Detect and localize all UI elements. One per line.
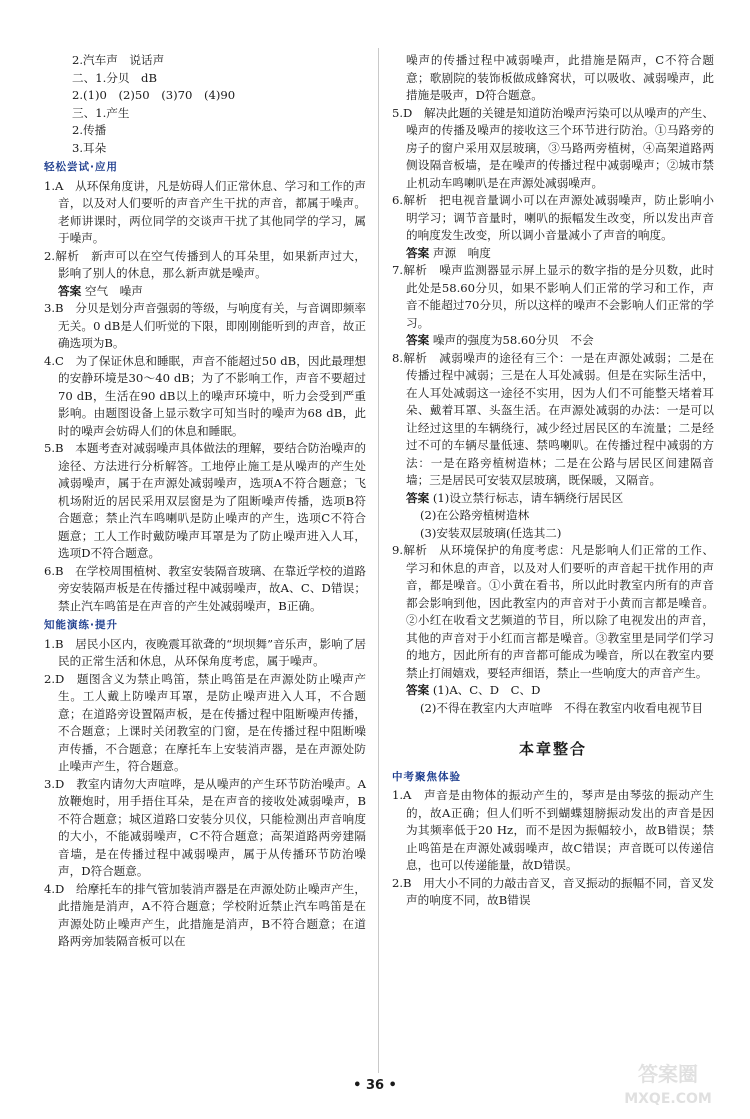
question-explanation: 4.D 给摩托车的排气管加装消声器是在声源处防止噪声产生，此措施是消声，A不符合题意；学校附近禁止汽车鸣笛是在声源处防止噪声产生，此措施是消声，B不符合题意；在道路两旁加装隔音板可以在 [44,881,366,948]
question-explanation: 6.B 在学校周围植树、教室安装隔音玻璃、在靠近学校的道路旁安装隔声板是在传播过程中减弱噪声，故A、C、D错误；禁止汽车鸣笛是在声音的产生处减弱噪声，B正确。 [44,563,366,613]
answer-text: (1)设立禁行标志，请车辆绕行居民区 [432,490,624,505]
answer-text: 噪声的强度为58.60分贝 不会 [432,333,594,347]
question-explanation: 2.D 题图含义为禁止鸣笛，禁止鸣笛是在声源处防止噪声产生。工人戴上防噪声耳罩，是防止噪声进入人耳，不合题意；在道路旁设置隔声板，是在传播过程中阻断噪声传播，不合题意；上课时关闭教室的门窗，是在传播过程中阻断噪声传播，不合题意；在摩托车上安装消声器，是在声源处防止噪声产生，符合题意。 [44,671,366,773]
answer-text: (3)安装双层玻璃(任选其二) [420,525,562,540]
question-explanation: 3.B 分贝是划分声音强弱的等级，与响度有关，与音调即频率无关。0 dB是人们听觉的下限，即刚刚能听到的声音，故正确选项为B。 [44,301,366,350]
question-explanation: 1.A 从环保角度讲，凡是妨碍人们正常休息、学习和工作的声音，以及对人们要听的声音产生干扰的声音，都属于噪声。老师讲课时，两位同学的交谈声干扰了其他同学的学习，属于噪声。 [44,178,366,245]
chapter-title: 本章整合 [518,740,587,758]
answer-text: (2)不得在教室内大声喧哗 不得在教室内收看电视节目 [420,700,704,715]
answer-label: 答案 [406,245,430,260]
answer-row [392,245,714,263]
question-explanation: 5.B 本题考查对减弱噪声具体做法的理解，要结合防治噪声的途径、方法进行分析解答。工地停止施工是从噪声的产生处减弱噪声，属于在声源处减弱噪声，选项A不符合题意；飞机场附近的居民采用双层窗是为了阻断噪声传播，选项B符合题意；禁止汽车鸣喇叭是防止噪声的产生，选项C不符合题意；工人工作时戴防噪声耳罩是为了防止噪声进入人耳，选项D不符合题意。 [44,441,366,560]
question-explanation: 2.解析 新声可以在空气传播到人的耳朵里，如果新声过大，影响了别人的休息，那么新声就是噪声。 [44,248,366,280]
answer-line: 2.汽车声 说话声 [72,53,165,67]
section-heading: 中考聚焦体验 [392,770,461,783]
answer-row [392,332,714,350]
answer-label: 答案 [406,333,430,347]
answer-line: 3.耳朵 [72,140,107,155]
answer-line: 2.(1)0 (2)50 (3)70 (4)90 [72,88,236,102]
answer-label: 答案 [406,683,430,697]
section-heading: 轻松尝试·应用 [44,161,118,173]
section-heading: 知能演练·提升 [44,619,118,631]
question-explanation: 7.解析 噪声监测器显示屏上显示的数字指的是分贝数，此时此处是58.60分贝，如果不影响人们正常的学习和工作，声音不能超过70分贝，所以这样的噪声不会影响人们正常的学习。 [392,263,714,330]
question-explanation: 1.A 声音是由物体的振动产生的，琴声是由琴弦的振动产生的，故A正确；但人们听不到蝴蝶翅膀振动发出的声音是因为其频率低于20 Hz，而不是因为振幅较小，故B错误；禁止鸣笛是在声源处减弱噪声，故C错误；声音既可以传递信息，也可以传递能量，故D错误。 [392,788,714,872]
answer-line: 二、1.分贝 dB [72,70,157,85]
question-explanation: 2.B 用大小不同的力敲击音叉，音叉振动的振幅不同，音叉发声的响度不同，故B错误 [392,875,714,907]
page-number: • 36 • [353,1078,397,1093]
answer-text: (2)在公路旁植树造林 [420,508,530,522]
watermark-url: MXQE.COM [624,1091,712,1107]
answer-row [392,682,714,700]
question-explanation: 6.解析 把电视音量调小可以在声源处减弱噪声，防止影响小明学习；调节音量时，喇叭的振幅发生改变，所以发出声音的响度发生改变，所以调小音量减小了声音的响度。 [392,193,714,242]
question-explanation: 4.C 为了保证休息和睡眠，声音不能超过50 dB，因此最理想的安静环境是30～40 dB；为了不影响工作，声音不要超过70 dB，生活在90 dB以上的噪声环境中，听力会受到严重影响。由题图设备上显示数字可知当时的噪声为68 dB，此时的噪声会妨碍人们的休息和睡眠。 [44,353,366,438]
answer-line: 2.传播 [72,123,107,137]
left-column [44,52,378,951]
answer-row [392,490,714,508]
question-explanation: 噪声的传播过程中减弱噪声，此措施是隔声，C不符合题意；歌剧院的装饰板做成蜂窝状，可以吸收、减弱噪声，此措施是吸声，D符合题意。 [406,53,714,102]
question-explanation: 3.D 教室内请勿大声喧哗，是从噪声的产生环节防治噪声。A 放鞭炮时，用手捂住耳朵，是在声音的接收处减弱噪声，B不符合题意；城区道路口安装分贝仪，只能检测出声音响度的大小，不能减弱噪声，C不符合题意；高架道路两旁建隔音墙，是在传播过程中减弱噪声，属于从传播环节防治噪声，D符合题意。 [44,776,378,878]
column-divider [378,48,379,1073]
watermark-text: 答案圈 [638,1062,698,1086]
answer-line: 三、1.产生 [72,105,130,120]
answer-label: 答案 [406,490,430,505]
answer-text: 声源 响度 [432,245,491,260]
answer-row [44,283,366,301]
question-explanation: 1.B 居民小区内，夜晚震耳欲聋的“坝坝舞”音乐声，影响了居民的正常生活和休息，从环保角度考虑，属于噪声。 [44,636,366,668]
watermark-logo [608,1059,728,1109]
answer-text: (1)A、C、D C、D [432,683,541,697]
question-explanation: 5.D 解决此题的关键是知道防治噪声污染可以从噪声的产生、噪声的传播及噪声的接收这三个环节进行防治。①马路旁的房子的窗户采用双层玻璃，③马路两旁植树，④高架道路两侧设隔音板墙，是在噪声的传播过程中减弱噪声；②城市禁止机动车鸣喇叭是在声源处减弱噪声。 [392,105,714,190]
answer-text: 空气 噪声 [84,283,143,298]
right-column [392,52,714,910]
answer-label: 答案 [58,283,82,298]
question-explanation: 8.解析 减弱噪声的途径有三个：一是在声源处减弱；二是在传播过程中减弱；三是在人耳处减弱。但是在实际生活中，在人耳处减弱这一途径不实用，因为人们不可能整天堵着耳朵、戴着耳罩、头盔生活。在声源处减弱的办法：一是可以让经过这里的车辆绕行，减少经过居民区的车流量；二是经过不可的车辆尽量低速、禁鸣喇叭。在传播过程中减弱的方法：一是在路旁植树造林；二是在公路与居民区间建隔音墙；三是居民可安装双层玻璃，既保暖，又隔音。 [392,350,714,487]
question-explanation: 9.解析 从环境保护的角度考虑：凡是影响人们正常的工作、学习和休息的声音，以及对人们要听的声音起干扰作用的声音，都是噪音。①小黄在看书，所以此时教室内所有的声音都会影响到他，因此教室内的声音对于小黄而言都是噪音。②小红在收看文艺频道的节目，所以除了电视发出的声音，其他的声音对于小红而言都是噪音。③教室里是同学们学习的地方，因此所有的声音都可能成为噪音，所以在教室内要禁止打闹嬉戏，要轻声细语，禁止一些响度大的声音产生。 [392,543,714,680]
